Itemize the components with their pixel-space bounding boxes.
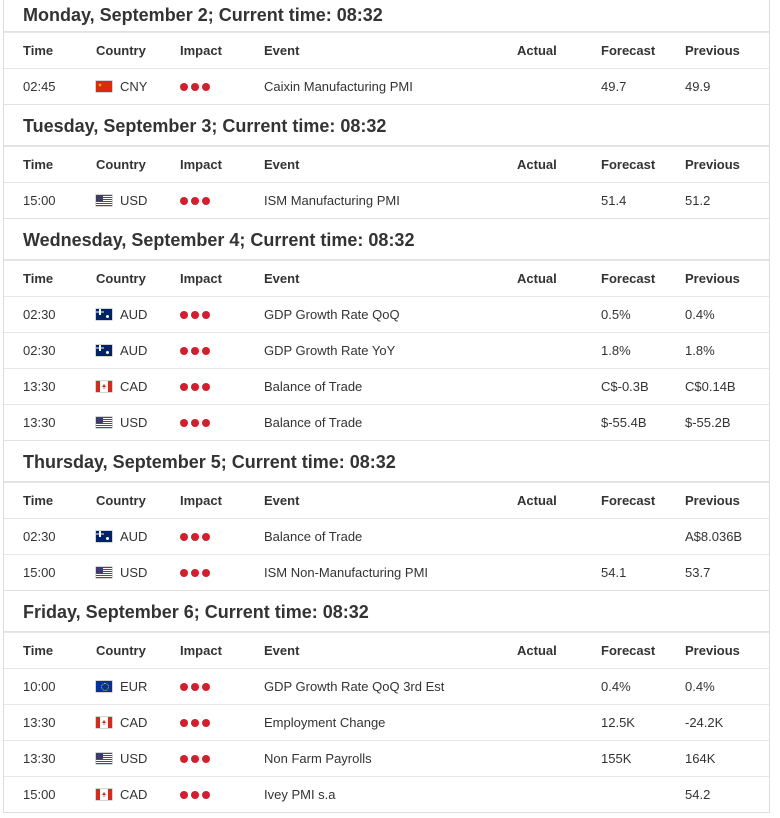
column-header-time[interactable]: Time	[23, 43, 54, 58]
currency-code: USD	[120, 193, 148, 208]
event-time: 15:00	[23, 787, 56, 802]
event-name[interactable]: Balance of Trade	[264, 529, 363, 544]
impact-dot-icon	[191, 683, 199, 691]
event-name[interactable]: Balance of Trade	[264, 379, 363, 394]
usa-flag-icon	[96, 753, 112, 764]
impact-indicator	[180, 405, 210, 440]
column-header-forecast[interactable]: Forecast	[601, 271, 656, 286]
impact-dot-icon	[202, 83, 210, 91]
impact-indicator	[180, 333, 210, 368]
event-previous: 164K	[685, 751, 716, 766]
column-header-row	[4, 32, 769, 68]
event-name[interactable]: ISM Non-Manufacturing PMI	[264, 565, 429, 580]
event-previous: 49.9	[685, 79, 711, 94]
impact-dot-icon	[180, 311, 188, 319]
column-header-forecast[interactable]: Forecast	[601, 43, 656, 58]
column-header-impact[interactable]: Impact	[180, 643, 222, 658]
currency-code: AUD	[120, 307, 148, 322]
column-header-time[interactable]: Time	[23, 493, 54, 508]
column-header-impact[interactable]: Impact	[180, 157, 222, 172]
eu-flag-icon	[96, 681, 112, 692]
event-row[interactable]	[4, 182, 769, 218]
event-country	[96, 741, 147, 776]
impact-dot-icon	[191, 791, 199, 799]
event-name[interactable]: GDP Growth Rate QoQ	[264, 307, 400, 322]
column-header-previous[interactable]: Previous	[685, 493, 740, 508]
impact-indicator	[180, 555, 210, 590]
currency-code: AUD	[120, 529, 148, 544]
impact-dot-icon	[202, 197, 210, 205]
impact-dot-icon	[191, 419, 199, 427]
column-header-row	[4, 260, 769, 296]
column-header-country[interactable]: Country	[96, 157, 146, 172]
day-header: Wednesday, September 4; Current time: 08:32	[4, 218, 769, 260]
event-forecast: 0.4%	[601, 679, 631, 694]
impact-dots	[180, 683, 210, 691]
currency-code: EUR	[120, 679, 148, 694]
event-row[interactable]	[4, 296, 769, 332]
day-section	[4, 218, 769, 440]
event-country	[96, 555, 147, 590]
column-header-actual[interactable]: Actual	[517, 43, 557, 58]
impact-dot-icon	[191, 533, 199, 541]
currency-code: CAD	[120, 379, 148, 394]
impact-dots	[180, 197, 210, 205]
australia-flag-icon	[96, 309, 112, 320]
impact-dot-icon	[202, 533, 210, 541]
event-forecast: C$-0.3B	[601, 379, 649, 394]
event-forecast: 49.7	[601, 79, 627, 94]
impact-indicator	[180, 669, 210, 704]
event-name[interactable]: GDP Growth Rate YoY	[264, 343, 396, 358]
column-header-previous[interactable]: Previous	[685, 271, 740, 286]
event-previous: 0.4%	[685, 307, 715, 322]
event-time: 02:30	[23, 307, 56, 322]
impact-dot-icon	[202, 347, 210, 355]
event-previous: 51.2	[685, 193, 711, 208]
column-header-country[interactable]: Country	[96, 493, 146, 508]
australia-flag-icon	[96, 345, 112, 356]
usa-flag-icon	[96, 417, 112, 428]
event-row[interactable]	[4, 518, 769, 554]
event-name[interactable]: Ivey PMI s.a	[264, 787, 336, 802]
day-section	[4, 590, 769, 812]
currency-code: CAD	[120, 715, 148, 730]
impact-dot-icon	[180, 569, 188, 577]
event-name[interactable]: Balance of Trade	[264, 415, 363, 430]
column-header-actual[interactable]: Actual	[517, 643, 557, 658]
impact-dots	[180, 533, 210, 541]
event-row[interactable]	[4, 554, 769, 590]
event-time: 13:30	[23, 715, 56, 730]
impact-dot-icon	[180, 719, 188, 727]
impact-indicator	[180, 519, 210, 554]
event-time: 02:30	[23, 529, 56, 544]
china-flag-icon	[96, 81, 112, 92]
event-country	[96, 777, 147, 812]
event-time: 13:30	[23, 415, 56, 430]
event-forecast: 0.5%	[601, 307, 631, 322]
event-forecast: 1.8%	[601, 343, 631, 358]
event-previous: -24.2K	[685, 715, 724, 730]
day-header: Tuesday, September 3; Current time: 08:32	[4, 104, 769, 146]
impact-dot-icon	[180, 83, 188, 91]
column-header-event[interactable]: Event	[264, 493, 300, 508]
column-header-actual[interactable]: Actual	[517, 271, 557, 286]
event-country	[96, 705, 147, 740]
usa-flag-icon	[96, 195, 112, 206]
currency-code: USD	[120, 415, 148, 430]
column-header-previous[interactable]: Previous	[685, 43, 740, 58]
impact-dot-icon	[202, 569, 210, 577]
impact-dot-icon	[191, 347, 199, 355]
column-header-impact[interactable]: Impact	[180, 271, 222, 286]
impact-indicator	[180, 69, 210, 104]
day-section	[4, 0, 769, 104]
event-row[interactable]	[4, 776, 769, 812]
currency-code: CNY	[120, 79, 148, 94]
impact-dots	[180, 347, 210, 355]
event-previous: 54.2	[685, 787, 711, 802]
event-country	[96, 669, 147, 704]
column-header-actual[interactable]: Actual	[517, 157, 557, 172]
event-name[interactable]: ISM Manufacturing PMI	[264, 193, 400, 208]
event-country	[96, 333, 147, 368]
column-header-country[interactable]: Country	[96, 643, 146, 658]
column-header-forecast[interactable]: Forecast	[601, 157, 656, 172]
column-header-event[interactable]: Event	[264, 43, 300, 58]
event-forecast: 54.1	[601, 565, 627, 580]
impact-dot-icon	[180, 791, 188, 799]
impact-indicator	[180, 741, 210, 776]
impact-dot-icon	[191, 311, 199, 319]
column-header-event[interactable]: Event	[264, 643, 300, 658]
impact-dots	[180, 419, 210, 427]
event-previous: 53.7	[685, 565, 711, 580]
impact-dot-icon	[191, 83, 199, 91]
column-header-forecast[interactable]: Forecast	[601, 643, 656, 658]
impact-dot-icon	[191, 755, 199, 763]
currency-code: USD	[120, 565, 148, 580]
event-previous: 1.8%	[685, 343, 715, 358]
event-country	[96, 519, 147, 554]
day-section	[4, 440, 769, 590]
column-header-row	[4, 146, 769, 182]
event-name[interactable]: Caixin Manufacturing PMI	[264, 79, 413, 94]
impact-dot-icon	[180, 419, 188, 427]
day-header: Monday, September 2; Current time: 08:32	[4, 0, 769, 32]
canada-flag-icon	[96, 717, 112, 728]
column-header-forecast[interactable]: Forecast	[601, 493, 656, 508]
impact-dots	[180, 755, 210, 763]
impact-indicator	[180, 183, 210, 218]
column-header-time[interactable]: Time	[23, 271, 54, 286]
column-header-time[interactable]: Time	[23, 157, 54, 172]
impact-indicator	[180, 369, 210, 404]
event-previous: A$8.036B	[685, 529, 743, 544]
australia-flag-icon	[96, 531, 112, 542]
impact-dot-icon	[202, 791, 210, 799]
event-forecast: 12.5K	[601, 715, 635, 730]
currency-code: USD	[120, 751, 148, 766]
impact-dot-icon	[180, 683, 188, 691]
event-time: 02:30	[23, 343, 56, 358]
column-header-row	[4, 482, 769, 518]
impact-dot-icon	[191, 569, 199, 577]
column-header-impact[interactable]: Impact	[180, 493, 222, 508]
event-previous: 0.4%	[685, 679, 715, 694]
column-header-event[interactable]: Event	[264, 271, 300, 286]
event-row[interactable]	[4, 368, 769, 404]
impact-dot-icon	[180, 533, 188, 541]
event-name[interactable]: Non Farm Payrolls	[264, 751, 372, 766]
day-header: Friday, September 6; Current time: 08:32	[4, 590, 769, 632]
economic-calendar	[3, 0, 770, 813]
impact-dot-icon	[202, 383, 210, 391]
usa-flag-icon	[96, 567, 112, 578]
impact-dot-icon	[191, 719, 199, 727]
day-section	[4, 104, 769, 218]
impact-dots	[180, 311, 210, 319]
column-header-actual[interactable]: Actual	[517, 493, 557, 508]
currency-code: CAD	[120, 787, 148, 802]
currency-code: AUD	[120, 343, 148, 358]
event-forecast: 51.4	[601, 193, 627, 208]
impact-indicator	[180, 705, 210, 740]
column-header-previous[interactable]: Previous	[685, 643, 740, 658]
impact-dot-icon	[191, 383, 199, 391]
day-header: Thursday, September 5; Current time: 08:32	[4, 440, 769, 482]
event-row[interactable]	[4, 404, 769, 440]
event-time: 02:45	[23, 79, 56, 94]
impact-dot-icon	[202, 311, 210, 319]
column-header-time[interactable]: Time	[23, 643, 54, 658]
impact-dot-icon	[202, 719, 210, 727]
event-time: 15:00	[23, 565, 56, 580]
impact-dots	[180, 791, 210, 799]
event-row[interactable]	[4, 704, 769, 740]
canada-flag-icon	[96, 381, 112, 392]
impact-dot-icon	[180, 197, 188, 205]
event-country	[96, 183, 147, 218]
impact-dot-icon	[202, 683, 210, 691]
impact-dots	[180, 383, 210, 391]
impact-dot-icon	[180, 347, 188, 355]
event-country	[96, 405, 147, 440]
impact-dot-icon	[191, 197, 199, 205]
event-country	[96, 369, 147, 404]
impact-dot-icon	[202, 755, 210, 763]
event-time: 13:30	[23, 379, 56, 394]
impact-dots	[180, 83, 210, 91]
impact-indicator	[180, 297, 210, 332]
event-forecast: $-55.4B	[601, 415, 647, 430]
column-header-country[interactable]: Country	[96, 43, 146, 58]
event-country	[96, 297, 147, 332]
event-previous: C$0.14B	[685, 379, 736, 394]
event-row[interactable]	[4, 332, 769, 368]
impact-dots	[180, 569, 210, 577]
event-time: 13:30	[23, 751, 56, 766]
event-name[interactable]: Employment Change	[264, 715, 386, 730]
impact-dots	[180, 719, 210, 727]
event-forecast: 155K	[601, 751, 632, 766]
impact-indicator	[180, 777, 210, 812]
event-name[interactable]: GDP Growth Rate QoQ 3rd Est	[264, 679, 445, 694]
column-header-event[interactable]: Event	[264, 157, 300, 172]
canada-flag-icon	[96, 789, 112, 800]
impact-dot-icon	[180, 383, 188, 391]
column-header-country[interactable]: Country	[96, 271, 146, 286]
event-row[interactable]	[4, 668, 769, 704]
event-previous: $-55.2B	[685, 415, 731, 430]
event-row[interactable]	[4, 68, 769, 104]
column-header-row	[4, 632, 769, 668]
event-time: 10:00	[23, 679, 56, 694]
event-row[interactable]	[4, 740, 769, 776]
impact-dot-icon	[180, 755, 188, 763]
column-header-previous[interactable]: Previous	[685, 157, 740, 172]
column-header-impact[interactable]: Impact	[180, 43, 222, 58]
event-country	[96, 69, 147, 104]
event-time: 15:00	[23, 193, 56, 208]
impact-dot-icon	[202, 419, 210, 427]
